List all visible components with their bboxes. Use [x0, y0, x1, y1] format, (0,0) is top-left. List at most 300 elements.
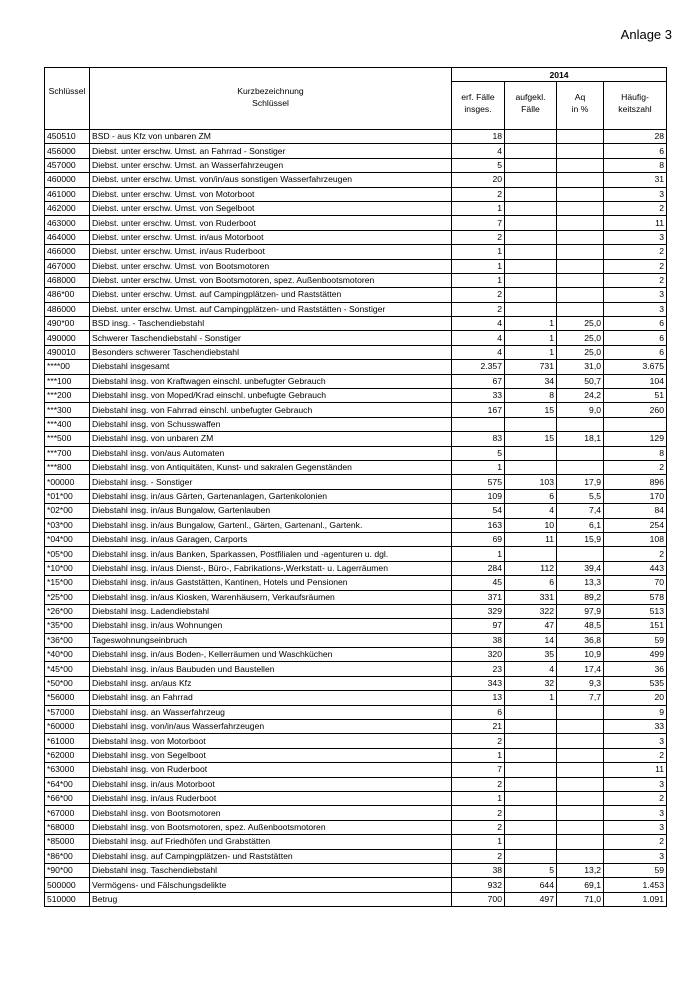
cell-description: Diebst. unter erschw. Umst. in/aus Motorboot: [90, 230, 452, 244]
cell-solved: 1: [505, 331, 557, 345]
cell-cases: 320: [452, 648, 505, 662]
cell-description: Diebstahl insg. an Wasserfahrzeug: [90, 705, 452, 719]
table-row: [45, 547, 667, 561]
cell-solved: 1: [505, 691, 557, 705]
cell-key: *35*00: [45, 619, 90, 633]
cell-cases: 163: [452, 518, 505, 532]
cell-solved: [505, 201, 557, 215]
cell-solved: [505, 705, 557, 719]
cell-solved: 4: [505, 504, 557, 518]
cell-description: Diebstahl insg. von Bootsmotoren, spez. Außenbootsmotoren: [90, 820, 452, 834]
table-row: [45, 662, 667, 676]
cell-frequency: 1.091: [604, 892, 667, 906]
cell-cases: 23: [452, 662, 505, 676]
cell-key: *01*00: [45, 489, 90, 503]
table-row: [45, 173, 667, 187]
cell-key: ****00: [45, 360, 90, 374]
cell-description: Diebst. unter erschw. Umst. an Fahrrad - Sonstiger: [90, 144, 452, 158]
cell-key: 460000: [45, 173, 90, 187]
cell-solved: [505, 806, 557, 820]
cell-aq: 31,0: [557, 360, 604, 374]
cell-frequency: 129: [604, 432, 667, 446]
cell-description: Diebstahl insg. von Schusswaffen: [90, 417, 452, 431]
table-row: [45, 648, 667, 662]
cell-key: 468000: [45, 273, 90, 287]
cell-description: Diebst. unter erschw. Umst. auf Campingplätzen- und Raststätten: [90, 288, 452, 302]
cell-description: Diebst. unter erschw. Umst. an Wasserfahrzeugen: [90, 158, 452, 172]
cell-frequency: 8: [604, 446, 667, 460]
cell-cases: 83: [452, 432, 505, 446]
cell-solved: 15: [505, 432, 557, 446]
header-solved-line1: aufgekl.: [515, 92, 546, 102]
cell-key: *36*00: [45, 633, 90, 647]
cell-cases: 1: [452, 201, 505, 215]
table-row: [45, 777, 667, 791]
cell-solved: 6: [505, 576, 557, 590]
cell-aq: [557, 547, 604, 561]
cell-aq: 89,2: [557, 590, 604, 604]
cell-aq: [557, 273, 604, 287]
cell-key: 486*00: [45, 288, 90, 302]
header-aq: [557, 82, 604, 130]
cell-cases: 1: [452, 748, 505, 762]
cell-key: 510000: [45, 892, 90, 906]
cell-aq: [557, 187, 604, 201]
cell-key: 462000: [45, 201, 90, 215]
cell-key: *60000: [45, 720, 90, 734]
cell-key: *00000: [45, 475, 90, 489]
cell-description: BSD - aus Kfz von unbaren ZM: [90, 130, 452, 144]
cell-aq: [557, 259, 604, 273]
cell-key: ***200: [45, 389, 90, 403]
header-year: 2014: [452, 68, 667, 82]
cell-description: Diebstahl insg. von unbaren ZM: [90, 432, 452, 446]
cell-key: 490*00: [45, 317, 90, 331]
cell-aq: 71,0: [557, 892, 604, 906]
cell-frequency: 3.675: [604, 360, 667, 374]
cell-solved: 112: [505, 561, 557, 575]
cell-cases: 69: [452, 532, 505, 546]
cell-cases: 371: [452, 590, 505, 604]
cell-key: ***300: [45, 403, 90, 417]
header-desc-line1: Kurzbezeichnung: [237, 86, 304, 96]
table-row: [45, 489, 667, 503]
cell-description: Diebstahl insg. in/aus Motorboot: [90, 777, 452, 791]
cell-description: Betrug: [90, 892, 452, 906]
cell-key: *50*00: [45, 676, 90, 690]
cell-cases: 1: [452, 245, 505, 259]
cell-frequency: 2: [604, 245, 667, 259]
cell-key: ***400: [45, 417, 90, 431]
table-row: [45, 317, 667, 331]
cell-frequency: 9: [604, 705, 667, 719]
header-cases: [452, 82, 505, 130]
cell-key: *03*00: [45, 518, 90, 532]
cell-cases: 2: [452, 734, 505, 748]
cell-solved: [505, 187, 557, 201]
cell-aq: 5,5: [557, 489, 604, 503]
table-row: [45, 475, 667, 489]
cell-aq: 18,1: [557, 432, 604, 446]
cell-solved: [505, 734, 557, 748]
table-row: [45, 532, 667, 546]
cell-description: Diebst. unter erschw. Umst. von Bootsmotoren: [90, 259, 452, 273]
cell-solved: [505, 417, 557, 431]
cell-solved: 731: [505, 360, 557, 374]
cell-key: 450510: [45, 130, 90, 144]
cell-solved: 47: [505, 619, 557, 633]
table-row: [45, 417, 667, 431]
table-row: [45, 863, 667, 877]
cell-frequency: 6: [604, 331, 667, 345]
header-aq-line2: in %: [571, 104, 589, 114]
cell-solved: [505, 273, 557, 287]
cell-aq: 50,7: [557, 374, 604, 388]
cell-description: Diebst. unter erschw. Umst. von Segelboot: [90, 201, 452, 215]
cell-frequency: 260: [604, 403, 667, 417]
cell-solved: 644: [505, 878, 557, 892]
cell-solved: [505, 820, 557, 834]
cell-key: 466000: [45, 245, 90, 259]
cell-frequency: 28: [604, 130, 667, 144]
cell-solved: 331: [505, 590, 557, 604]
cell-key: *56000: [45, 691, 90, 705]
table-row: [45, 216, 667, 230]
table-row: [45, 806, 667, 820]
table-row: [45, 504, 667, 518]
cell-aq: [557, 446, 604, 460]
cell-frequency: 36: [604, 662, 667, 676]
cell-key: 467000: [45, 259, 90, 273]
cell-solved: [505, 173, 557, 187]
cell-solved: [505, 720, 557, 734]
cell-description: Diebst. unter erschw. Umst. von Ruderboot: [90, 216, 452, 230]
cell-key: *25*00: [45, 590, 90, 604]
cell-frequency: 20: [604, 691, 667, 705]
cell-aq: [557, 173, 604, 187]
cell-frequency: 2: [604, 748, 667, 762]
cell-description: Diebstahl insg. in/aus Wohnungen: [90, 619, 452, 633]
cell-description: Diebst. unter erschw. Umst. in/aus Ruderboot: [90, 245, 452, 259]
cell-key: *10*00: [45, 561, 90, 575]
cell-solved: 11: [505, 532, 557, 546]
cell-frequency: 578: [604, 590, 667, 604]
cell-cases: 1: [452, 547, 505, 561]
cell-aq: [557, 158, 604, 172]
cell-aq: [557, 763, 604, 777]
cell-frequency: 59: [604, 633, 667, 647]
cell-aq: 9,3: [557, 676, 604, 690]
cell-description: Diebstahl insg. von Segelboot: [90, 748, 452, 762]
cell-frequency: 151: [604, 619, 667, 633]
cell-solved: 1: [505, 317, 557, 331]
cell-key: *62000: [45, 748, 90, 762]
cell-description: Diebstahl insg. von Bootsmotoren: [90, 806, 452, 820]
cell-description: Diebstahl insg. Ladendiebstahl: [90, 604, 452, 618]
table-row: [45, 245, 667, 259]
cell-key: *90*00: [45, 863, 90, 877]
cell-frequency: 3: [604, 302, 667, 316]
table-row: [45, 691, 667, 705]
cell-frequency: 499: [604, 648, 667, 662]
cell-aq: 24,2: [557, 389, 604, 403]
header-solved-line2: Fälle: [521, 104, 540, 114]
cell-description: Diebstahl insg. auf Campingplätzen- und Raststätten: [90, 849, 452, 863]
cell-cases: 54: [452, 504, 505, 518]
table-row: [45, 878, 667, 892]
table-row: [45, 619, 667, 633]
table-row: [45, 720, 667, 734]
table-row: [45, 302, 667, 316]
header-cases-line2: insges.: [464, 104, 492, 114]
annex-label: Anlage 3: [620, 27, 672, 42]
cell-key: ***700: [45, 446, 90, 460]
cell-cases: 4: [452, 144, 505, 158]
table-row: [45, 446, 667, 460]
cell-solved: [505, 547, 557, 561]
header-frequency: [604, 82, 667, 130]
cell-aq: [557, 791, 604, 805]
cell-cases: 2: [452, 302, 505, 316]
cell-solved: [505, 446, 557, 460]
cell-aq: 97,9: [557, 604, 604, 618]
cell-solved: [505, 245, 557, 259]
cell-frequency: 3: [604, 820, 667, 834]
cell-cases: 1: [452, 259, 505, 273]
cell-frequency: 8: [604, 158, 667, 172]
cell-key: *66*00: [45, 791, 90, 805]
cell-description: Diebstahl insgesamt: [90, 360, 452, 374]
cell-solved: [505, 144, 557, 158]
table-row: [45, 791, 667, 805]
cell-frequency: 11: [604, 216, 667, 230]
table-row: [45, 576, 667, 590]
cell-frequency: 170: [604, 489, 667, 503]
cell-aq: 25,0: [557, 317, 604, 331]
cell-description: Diebstahl insg. von Ruderboot: [90, 763, 452, 777]
cell-solved: 1: [505, 345, 557, 359]
cell-aq: [557, 216, 604, 230]
cell-solved: [505, 791, 557, 805]
cell-aq: [557, 705, 604, 719]
header-solved: [505, 82, 557, 130]
cell-frequency: 443: [604, 561, 667, 575]
header-freq-line2: keitszahl: [618, 104, 652, 114]
table-row: [45, 460, 667, 474]
cell-frequency: 513: [604, 604, 667, 618]
cell-frequency: 2: [604, 201, 667, 215]
cell-description: Diebstahl insg. von/aus Automaten: [90, 446, 452, 460]
cell-key: ***500: [45, 432, 90, 446]
cell-cases: 4: [452, 345, 505, 359]
cell-cases: 1: [452, 273, 505, 287]
cell-aq: [557, 288, 604, 302]
cell-description: Diebstahl insg. an Fahrrad: [90, 691, 452, 705]
cell-cases: 1: [452, 835, 505, 849]
cell-aq: 13,2: [557, 863, 604, 877]
table-row: [45, 604, 667, 618]
cell-key: *61000: [45, 734, 90, 748]
table-row: [45, 590, 667, 604]
table-row: [45, 345, 667, 359]
cell-description: Diebstahl insg. an/aus Kfz: [90, 676, 452, 690]
cell-frequency: 59: [604, 863, 667, 877]
table-row: [45, 518, 667, 532]
cell-aq: [557, 806, 604, 820]
cell-frequency: [604, 417, 667, 431]
cell-description: Diebst. unter erschw. Umst. von Motorboot: [90, 187, 452, 201]
cell-key: ***800: [45, 460, 90, 474]
cell-description: Diebstahl insg. in/aus Dienst-, Büro-, Fabrikations-,Werkstatt- u. Lagerräumen: [90, 561, 452, 575]
cell-aq: [557, 130, 604, 144]
table-row: [45, 835, 667, 849]
cell-key: *67000: [45, 806, 90, 820]
cell-cases: 575: [452, 475, 505, 489]
table-row: [45, 763, 667, 777]
cell-description: Vermögens- und Fälschungsdelikte: [90, 878, 452, 892]
cell-cases: 4: [452, 317, 505, 331]
cell-aq: 48,5: [557, 619, 604, 633]
cell-solved: [505, 835, 557, 849]
cell-aq: 7,4: [557, 504, 604, 518]
table-row: [45, 187, 667, 201]
cell-cases: 1: [452, 460, 505, 474]
cell-description: Besonders schwerer Taschendiebstahl: [90, 345, 452, 359]
cell-frequency: 254: [604, 518, 667, 532]
cell-cases: 700: [452, 892, 505, 906]
table-row: [45, 144, 667, 158]
cell-description: Diebstahl insg. in/aus Banken, Sparkassen, Postfilialen und -agenturen u. dgl.: [90, 547, 452, 561]
cell-cases: 2: [452, 849, 505, 863]
table-row: [45, 705, 667, 719]
cell-frequency: 2: [604, 791, 667, 805]
cell-cases: 2: [452, 230, 505, 244]
cell-description: Diebstahl insg. von Fahrrad einschl. unbefugter Gebrauch: [90, 403, 452, 417]
table-row: [45, 748, 667, 762]
cell-frequency: 3: [604, 777, 667, 791]
cell-description: Diebstahl insg. von Motorboot: [90, 734, 452, 748]
table-row: [45, 374, 667, 388]
header-freq-line1: Häufig-: [621, 92, 649, 102]
cell-description: Diebstahl insg. von/in/aus Wasserfahrzeugen: [90, 720, 452, 734]
table-row: [45, 273, 667, 287]
cell-frequency: 1.453: [604, 878, 667, 892]
cell-aq: [557, 144, 604, 158]
cell-key: 456000: [45, 144, 90, 158]
cell-frequency: 51: [604, 389, 667, 403]
cell-key: *15*00: [45, 576, 90, 590]
cell-aq: [557, 460, 604, 474]
cell-cases: 97: [452, 619, 505, 633]
cell-cases: 343: [452, 676, 505, 690]
cell-aq: 7,7: [557, 691, 604, 705]
cell-aq: 9,0: [557, 403, 604, 417]
cell-aq: 13,3: [557, 576, 604, 590]
cell-key: *05*00: [45, 547, 90, 561]
header-desc-line2: Schlüssel: [252, 98, 289, 108]
cell-frequency: 6: [604, 144, 667, 158]
cell-key: *85000: [45, 835, 90, 849]
cell-cases: 2: [452, 806, 505, 820]
table-row: [45, 820, 667, 834]
cell-frequency: 2: [604, 835, 667, 849]
cell-frequency: 3: [604, 734, 667, 748]
cell-aq: [557, 748, 604, 762]
cell-solved: [505, 230, 557, 244]
cell-solved: 8: [505, 389, 557, 403]
cell-key: *68000: [45, 820, 90, 834]
cell-aq: 25,0: [557, 331, 604, 345]
cell-solved: [505, 748, 557, 762]
cell-cases: 13: [452, 691, 505, 705]
table-row: [45, 561, 667, 575]
cell-key: 463000: [45, 216, 90, 230]
cell-frequency: 3: [604, 806, 667, 820]
cell-aq: 36,8: [557, 633, 604, 647]
cell-aq: [557, 835, 604, 849]
cell-solved: 15: [505, 403, 557, 417]
cell-cases: 5: [452, 446, 505, 460]
cell-key: *86*00: [45, 849, 90, 863]
cell-solved: 32: [505, 676, 557, 690]
cell-key: 461000: [45, 187, 90, 201]
cell-cases: 67: [452, 374, 505, 388]
crime-statistics-table: [44, 67, 667, 907]
cell-frequency: 535: [604, 676, 667, 690]
table-row: [45, 676, 667, 690]
cell-solved: [505, 130, 557, 144]
cell-cases: 38: [452, 863, 505, 877]
cell-key: *57000: [45, 705, 90, 719]
cell-solved: 103: [505, 475, 557, 489]
cell-solved: [505, 288, 557, 302]
cell-aq: [557, 720, 604, 734]
cell-key: *26*00: [45, 604, 90, 618]
cell-description: Diebstahl insg. von Moped/Krad einschl. unbefugte Gebrauch: [90, 389, 452, 403]
table-row: [45, 158, 667, 172]
cell-description: Diebstahl insg. von Kraftwagen einschl. unbefugter Gebrauch: [90, 374, 452, 388]
cell-cases: 4: [452, 331, 505, 345]
cell-aq: [557, 734, 604, 748]
cell-aq: 17,9: [557, 475, 604, 489]
header-description: [90, 68, 452, 130]
cell-solved: 10: [505, 518, 557, 532]
cell-solved: [505, 777, 557, 791]
cell-solved: 6: [505, 489, 557, 503]
cell-aq: [557, 417, 604, 431]
cell-cases: 6: [452, 705, 505, 719]
cell-solved: [505, 259, 557, 273]
cell-cases: 2: [452, 187, 505, 201]
cell-aq: [557, 230, 604, 244]
table-row: [45, 389, 667, 403]
table-row: [45, 403, 667, 417]
cell-description: Tageswohnungseinbruch: [90, 633, 452, 647]
cell-description: Diebstahl insg. in/aus Kiosken, Warenhäusern, Verkaufsräumen: [90, 590, 452, 604]
cell-description: Diebstahl insg. in/aus Garagen, Carports: [90, 532, 452, 546]
cell-key: 490010: [45, 345, 90, 359]
cell-solved: [505, 158, 557, 172]
table-row: [45, 892, 667, 906]
cell-cases: 2.357: [452, 360, 505, 374]
cell-solved: 322: [505, 604, 557, 618]
cell-frequency: 3: [604, 230, 667, 244]
header-aq-line1: Aq: [574, 92, 586, 102]
cell-description: Diebstahl insg. in/aus Gaststätten, Kantinen, Hotels und Pensionen: [90, 576, 452, 590]
cell-description: Diebstahl insg. in/aus Boden-, Kellerräumen und Waschküchen: [90, 648, 452, 662]
table-row: [45, 734, 667, 748]
cell-key: *04*00: [45, 532, 90, 546]
